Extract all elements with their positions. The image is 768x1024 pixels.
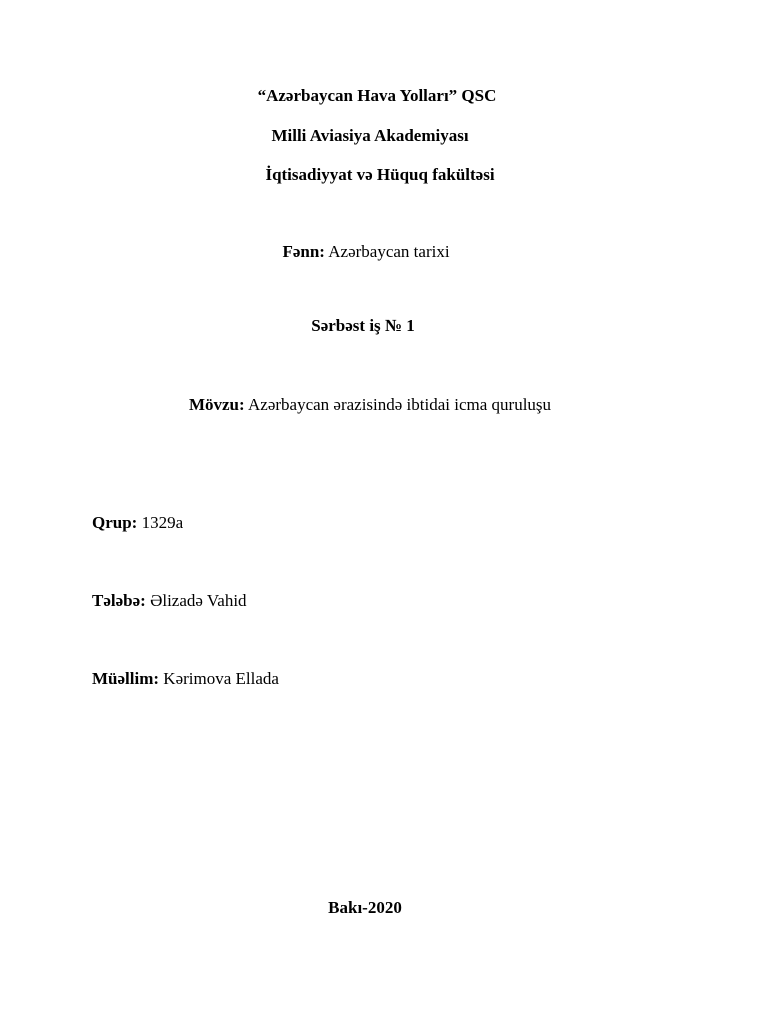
student-value: Əlizadə Vahid	[150, 591, 247, 610]
city-year: Bakı-2020	[328, 898, 402, 917]
group-value: 1329a	[141, 513, 184, 532]
work-title: Sərbəst iş № 1	[311, 316, 415, 335]
academy-title: Milli Aviasiya Akademiyası	[271, 126, 469, 145]
topic-line	[189, 395, 551, 415]
group-line	[92, 513, 183, 533]
teacher-value: Kərimova Ellada	[163, 669, 279, 688]
teacher-line	[92, 669, 279, 689]
teacher-label: Müəllim:	[92, 669, 160, 688]
subject-label: Fənn:	[282, 242, 325, 261]
subject-line	[282, 242, 449, 262]
subject-value: Azərbaycan tarixi	[328, 242, 450, 261]
student-line	[92, 591, 247, 611]
student-label: Tələbə:	[92, 591, 146, 610]
organization-title: “Azərbaycan Hava Yolları” QSC	[257, 86, 497, 105]
topic-value: Azərbaycan ərazisində ibtidai icma quruluşu	[247, 395, 552, 414]
faculty-title: İqtisadiyyat və Hüquq fakültəsi	[265, 165, 495, 184]
topic-label: Mövzu:	[188, 395, 245, 414]
group-label: Qrup:	[92, 513, 138, 532]
